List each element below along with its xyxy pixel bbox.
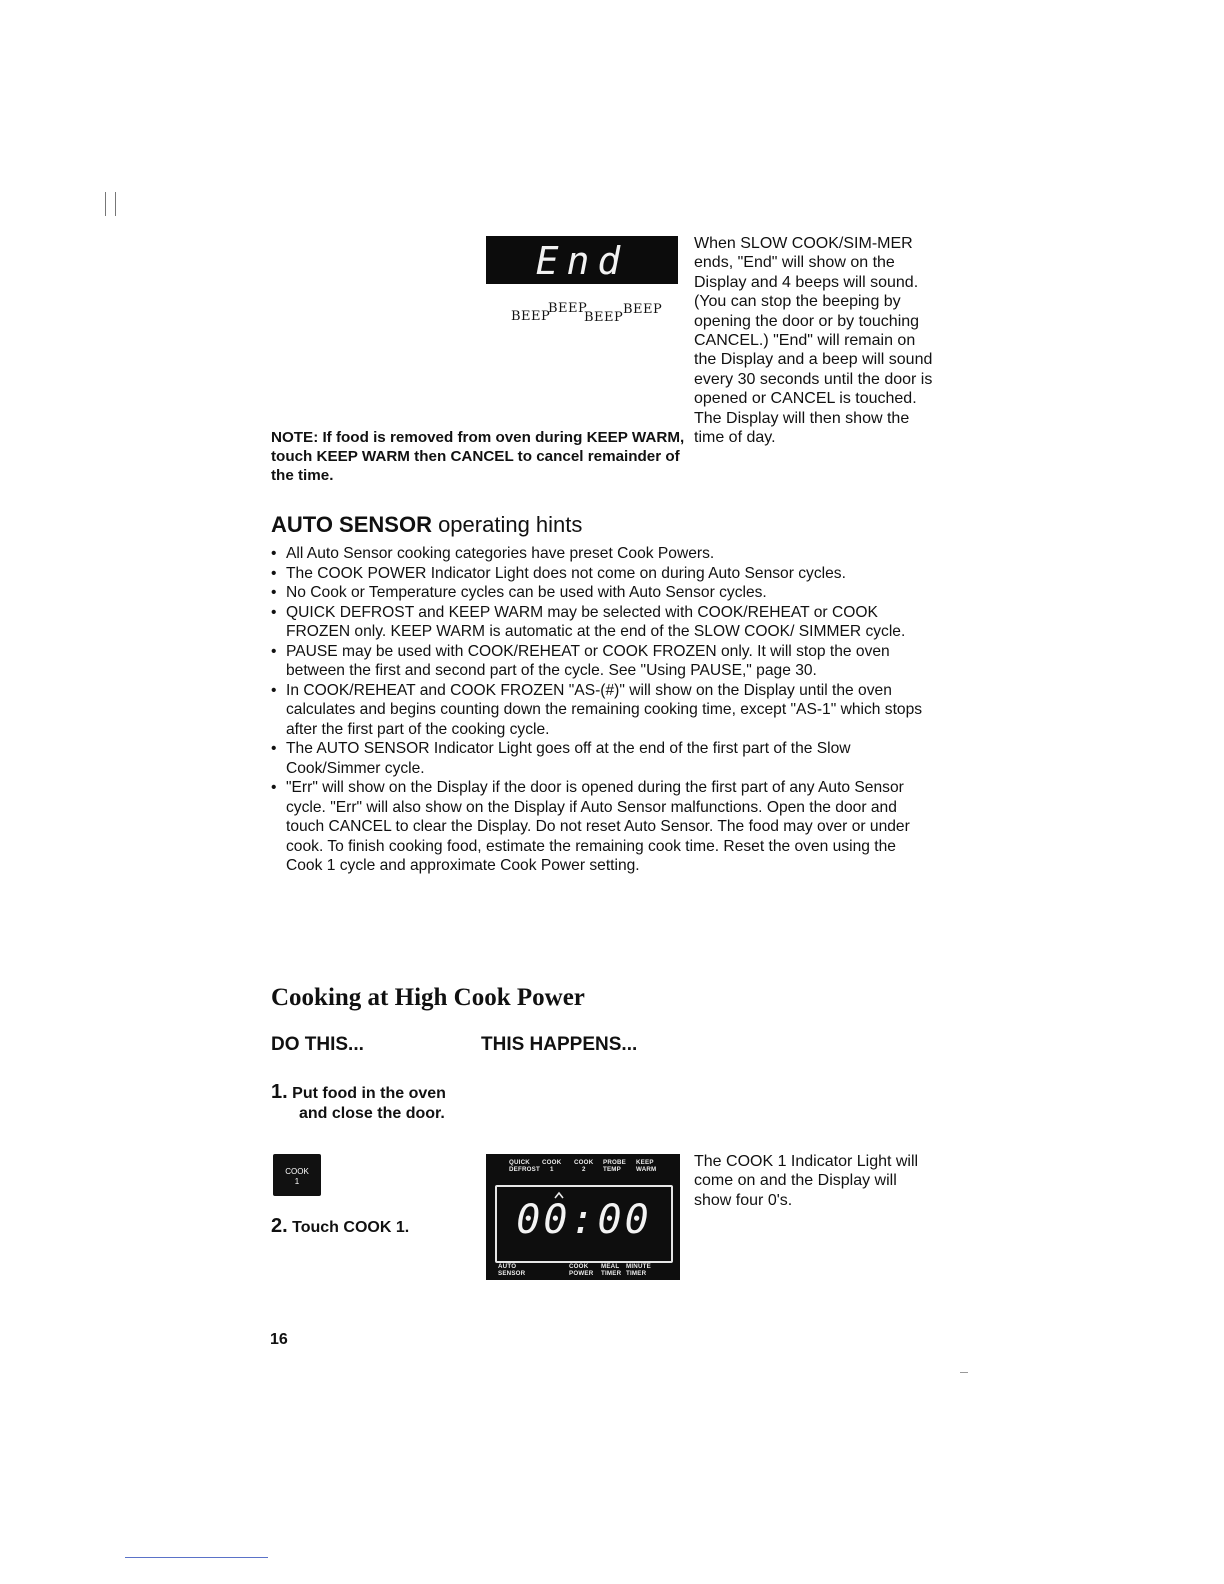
display-digits: 00:00 [516, 1197, 652, 1243]
margin-dash [960, 1372, 968, 1373]
label-auto-sensor: AUTO SENSOR [498, 1263, 526, 1277]
cook-1-button[interactable] [273, 1154, 321, 1196]
end-display [486, 236, 678, 284]
display-screen [495, 1185, 673, 1263]
footer-rule [125, 1557, 268, 1558]
control-panel-display [486, 1154, 680, 1280]
hint-item: • The COOK POWER Indicator Light does not come on during Auto Sensor cycles. [271, 564, 846, 582]
end-display-text: End [535, 239, 629, 283]
cook-description: The COOK 1 Indicator Light will come on and the Display will show four 0's. [694, 1153, 919, 1209]
label-quick-defrost: QUICK DEFROST [509, 1159, 540, 1173]
cook-pad-label: COOK [285, 1167, 309, 1176]
label-minute-timer: MINUTE TIMER [626, 1263, 651, 1277]
hint-item: • No Cook or Temperature cycles can be used with Auto Sensor cycles. [271, 584, 767, 601]
note-keep-warm: NOTE: If food is removed from oven during KEEP WARM, touch KEEP WARM then CANCEL to cancel remainder of the time. [271, 429, 685, 484]
beep-2: BEEP [548, 301, 588, 316]
hint-item: • PAUSE may be used with COOK/REHEAT or COOK FROZEN only. It will stop the oven between the first and second part of the cycle. See "Using PAUSE," page 30. [271, 642, 890, 679]
page-number: 16 [270, 1331, 288, 1348]
section-title: Cooking at High Cook Power [271, 984, 585, 1011]
label-probe-temp: PROBE TEMP [603, 1159, 627, 1173]
hints-heading [271, 512, 582, 538]
hint-item: • The AUTO SENSOR Indicator Light goes off at the end of the first part of the Slow Cook/Simmer cycle. [271, 740, 851, 777]
beep-4: BEEP [623, 302, 663, 317]
beep-3: BEEP [584, 310, 624, 325]
beep-1: BEEP [511, 309, 551, 324]
end-description: When SLOW COOK/SIM-MER ends, "End" will show on the Display and 4 beeps will sound. (You can stop the beeping by opening the door or by touching CANCEL.) "End" will remain on the Display and a beep will sound every 30 seconds until the door is opened or CANCEL is touched. The Display will then show the time of day. [694, 235, 933, 447]
do-this-heading: DO THIS... [271, 1034, 364, 1055]
cook-pad-number: 1 [294, 1177, 300, 1186]
step-2 [271, 1216, 409, 1238]
hint-item: • QUICK DEFROST and KEEP WARM may be selected with COOK/REHEAT or COOK FROZEN only. KEEP WARM is automatic at the end of the SLOW COOK/ SIMMER cycle. [271, 603, 906, 640]
hints-list [271, 544, 931, 876]
label-keep-warm: KEEP WARM [636, 1159, 657, 1173]
label-meal-timer: MEAL TIMER [601, 1263, 622, 1277]
step-1-line2: and close the door. [299, 1105, 445, 1122]
binding-marks [103, 192, 117, 216]
step-2-line1: Touch COOK 1. [292, 1219, 410, 1236]
step-1-num: 1. [271, 1081, 288, 1103]
hints-heading-rest: operating hints [431, 512, 583, 537]
hint-item: • "Err" will show on the Display if the door is opened during the first part of any Auto Sensor cycle. "Err" will also show on the Display if Auto Sensor malfunctions. Open the door and touch CANCEL to clear the Display. Do not reset Auto Sensor. The food may over or under cook. To finish cooking food, estimate the remaining cook time. Reset the oven using the Cook 1 cycle and approximate Cook Power setting. [271, 779, 910, 874]
step-2-num: 2. [271, 1215, 288, 1237]
hint-item: • In COOK/REHEAT and COOK FROZEN "AS-(#)" will show on the Display until the oven calculates and begins counting down the remaining cooking time, except "AS-1" which stops after the first part of the cooking cycle. [271, 681, 923, 738]
label-cook-power: COOK POWER [569, 1263, 594, 1277]
label-cook-1: COOK 1 [542, 1159, 562, 1173]
label-cook-2: COOK 2 [574, 1159, 594, 1173]
this-happens-heading: THIS HAPPENS... [481, 1034, 638, 1055]
step-1-line1: Put food in the oven [292, 1085, 446, 1102]
hint-item: • All Auto Sensor cooking categories have preset Cook Powers. [271, 545, 715, 562]
hints-heading-bold: AUTO SENSOR [271, 512, 432, 537]
step-1 [271, 1082, 446, 1124]
